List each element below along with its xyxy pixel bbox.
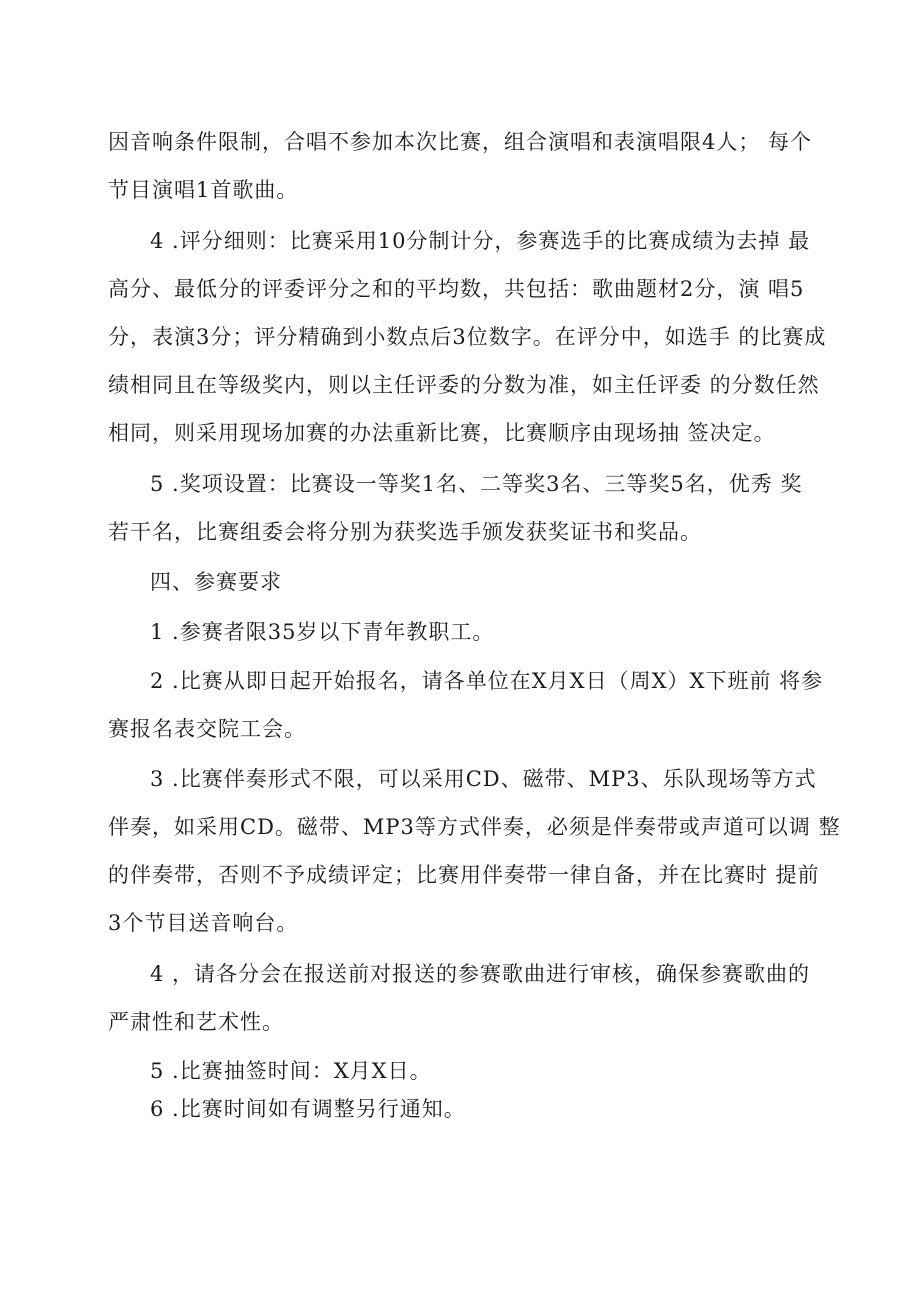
text-line: 的伴奏带，否则不予成绩评定；比赛用伴奏带一律自备，并在比赛时 提前 bbox=[108, 863, 820, 887]
text-line: 4 ，请各分会在报送前对报送的参赛歌曲进行审核，确保参赛歌曲的 bbox=[150, 962, 811, 986]
text-line: 因音响条件限制，合唱不参加本次比赛，组合演唱和表演唱限4人； 每个 bbox=[108, 130, 813, 154]
section-heading: 四、参赛要求 bbox=[150, 570, 282, 594]
text-line: 1 .参赛者限35岁以下青年教职工。 bbox=[150, 620, 495, 644]
text-line: 高分、最低分的评委评分之和的平均数，共包括：歌曲题材2分，演 唱5 bbox=[108, 277, 805, 301]
text-line: 赛报名表交院工会。 bbox=[108, 717, 306, 741]
text-line: 节目演唱1首歌曲。 bbox=[108, 178, 299, 202]
text-line: 6 .比赛时间如有调整另行通知。 bbox=[150, 1097, 466, 1121]
text-line: 分，表演3分；评分精确到小数点后3位数字。在评分中，如选手 的比赛成 bbox=[108, 325, 827, 349]
text-line: 4 .评分细则：比赛采用10分制计分，参赛选手的比赛成绩为去掉 最 bbox=[150, 229, 811, 253]
text-line: 若干名，比赛组委会将分别为获奖选手颁发获奖证书和奖品。 bbox=[108, 520, 702, 544]
text-line: 5 .奖项设置：比赛设一等奖1名、二等奖3名、三等奖5名，优秀 奖 bbox=[150, 472, 803, 496]
text-line: 3 .比赛伴奏形式不限，可以采用CD、磁带、MP3、乐队现场等方式 bbox=[150, 767, 817, 791]
text-line: 5 .比赛抽签时间：X月X日。 bbox=[150, 1059, 432, 1083]
text-line: 相同，则采用现场加赛的办法重新比赛，比赛顺序由现场抽 签决定。 bbox=[108, 421, 776, 445]
text-line: 绩相同且在等级奖内，则以主任评委的分数为准，如主任评委 的分数任然 bbox=[108, 373, 820, 397]
text-line: 严肃性和艺术性。 bbox=[108, 1010, 284, 1034]
text-line: 3个节目送音响台。 bbox=[108, 911, 299, 935]
text-line: 2 .比赛从即日起开始报名，请各单位在X月X日（周X）X下班前 将参 bbox=[150, 669, 824, 693]
text-line: 伴奏，如采用CD。磁带、MP3等方式伴奏，必须是伴奏带或声道可以调 整 bbox=[108, 815, 841, 839]
